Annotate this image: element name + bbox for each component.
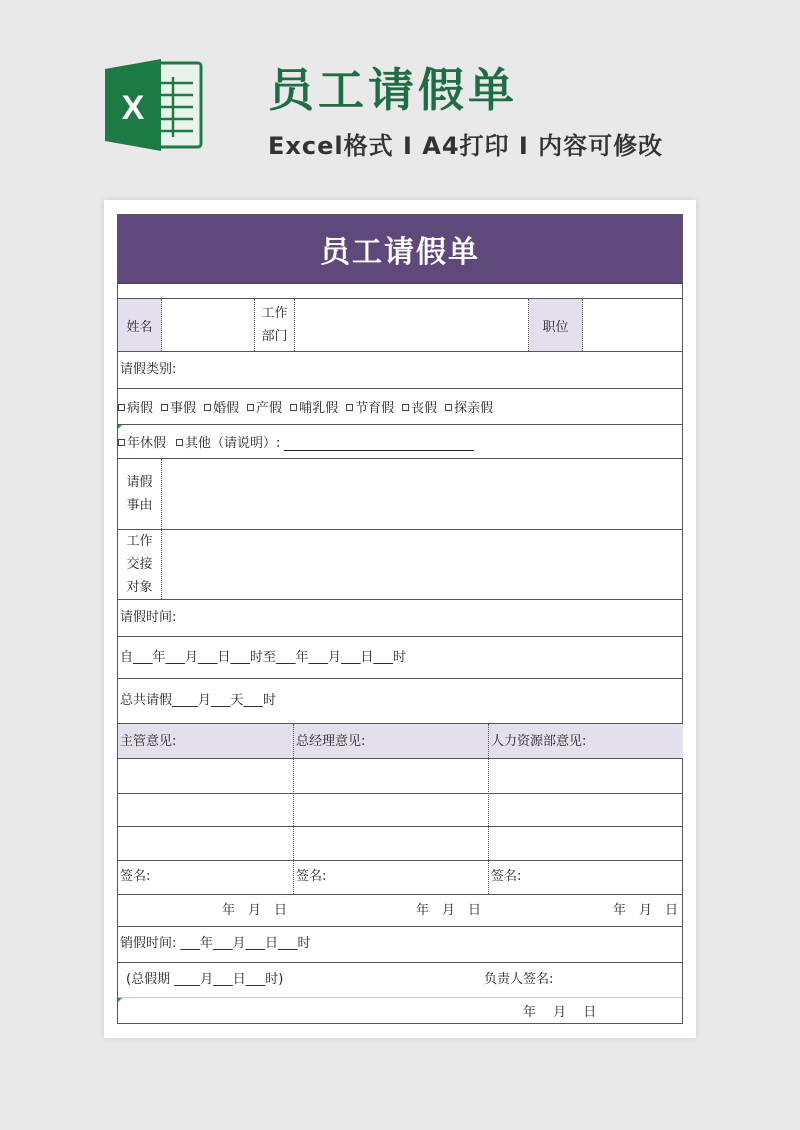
leave-type-options-row-1 (118, 389, 501, 424)
leave-option-annual[interactable]: 年休假 (118, 432, 166, 451)
checkbox-icon (118, 404, 125, 411)
handover-label-cell (118, 530, 162, 599)
checkbox-icon (445, 404, 452, 411)
checkbox-icon (290, 404, 297, 411)
handover-field[interactable] (162, 530, 683, 599)
position-label-cell (529, 299, 583, 351)
hr-opinion-cell (489, 724, 683, 758)
leave-type-options-row-2 (118, 425, 482, 458)
responsible-sign-label: 负责人签名: (484, 972, 554, 987)
checkbox-icon (204, 404, 211, 411)
leave-time-label: 请假时间: (120, 610, 177, 625)
gm-opinion-cell (294, 724, 489, 758)
leave-option-sick[interactable]: 病假 (118, 397, 153, 416)
leave-option-other[interactable]: 其他（请说明）: (176, 432, 474, 451)
hr-sign-label: 签名: (491, 869, 522, 884)
reason-label-cell (118, 459, 162, 529)
cancel-leave-time[interactable]: 销假时间: ___年___月___日___时 (120, 936, 311, 951)
gm-sign-date[interactable]: 年 月 日 (416, 903, 482, 918)
reason-label-line-2: 事由 (126, 498, 153, 513)
name-label-cell (118, 299, 162, 351)
leave-option-birth-control[interactable]: 节育假 (346, 397, 394, 416)
position-field[interactable] (583, 299, 683, 351)
leave-option-maternity[interactable]: 产假 (247, 397, 282, 416)
page-title: 员工请假单 (268, 63, 518, 117)
leave-option-bereavement[interactable]: 丧假 (402, 397, 437, 416)
checkbox-icon (402, 404, 409, 411)
leave-type-label: 请假类别: (120, 362, 177, 377)
handover-label-line-2: 交接 (126, 557, 153, 572)
supervisor-opinion-label: 主管意见: (120, 734, 177, 749)
excel-logo-icon (103, 57, 203, 153)
name-field[interactable] (162, 299, 255, 351)
reason-label-line-1: 请假 (126, 475, 153, 490)
total-leave[interactable]: 总共请假____月___天___时 (120, 693, 277, 708)
gm-sign-label: 签名: (296, 869, 327, 884)
page-subtitle: Excel格式 Ⅰ A4打印 Ⅰ 内容可修改 (268, 132, 664, 160)
dept-label-cell (255, 299, 295, 351)
checkbox-icon (247, 404, 254, 411)
checkbox-icon (346, 404, 353, 411)
checkbox-icon (118, 439, 125, 446)
other-explain-field[interactable] (284, 438, 474, 451)
handover-label-line-3: 对象 (126, 580, 153, 595)
logo-letter: X (121, 89, 145, 127)
gm-opinion-label: 总经理意见: (296, 734, 366, 749)
hr-sign-date[interactable]: 年 月 日 (613, 903, 679, 918)
supervisor-sign-date[interactable]: 年 月 日 (222, 903, 288, 918)
dept-field[interactable] (295, 299, 529, 351)
name-label: 姓名 (126, 319, 153, 335)
leave-option-nursing[interactable]: 哺乳假 (290, 397, 338, 416)
supervisor-sign-label: 签名: (120, 869, 151, 884)
checkbox-icon (176, 439, 183, 446)
leave-form (117, 214, 683, 1024)
position-label: 职位 (542, 319, 569, 335)
leave-option-personal[interactable]: 事假 (161, 397, 196, 416)
hr-opinion-label: 人力资源部意见: (491, 734, 587, 749)
leave-option-family-visit[interactable]: 探亲假 (445, 397, 493, 416)
form-title-band (118, 215, 682, 284)
leave-option-marriage[interactable]: 婚假 (204, 397, 239, 416)
dept-label-line-2: 部门 (261, 329, 288, 344)
handover-label-line-1: 工作 (126, 534, 153, 549)
leave-time-range[interactable]: 自___年___月___日___时至___年___月___日___时 (120, 650, 407, 665)
total-leave-period[interactable]: (总假期 ____月___日___时) (126, 972, 284, 987)
dept-label-line-1: 工作 (261, 306, 288, 321)
final-sign-date[interactable]: 年 月 日 (523, 1005, 597, 1020)
form-sheet (104, 200, 696, 1038)
reason-field[interactable] (162, 459, 683, 529)
form-title: 员工请假单 (320, 235, 480, 270)
supervisor-opinion-cell (118, 724, 294, 758)
checkbox-icon (161, 404, 168, 411)
